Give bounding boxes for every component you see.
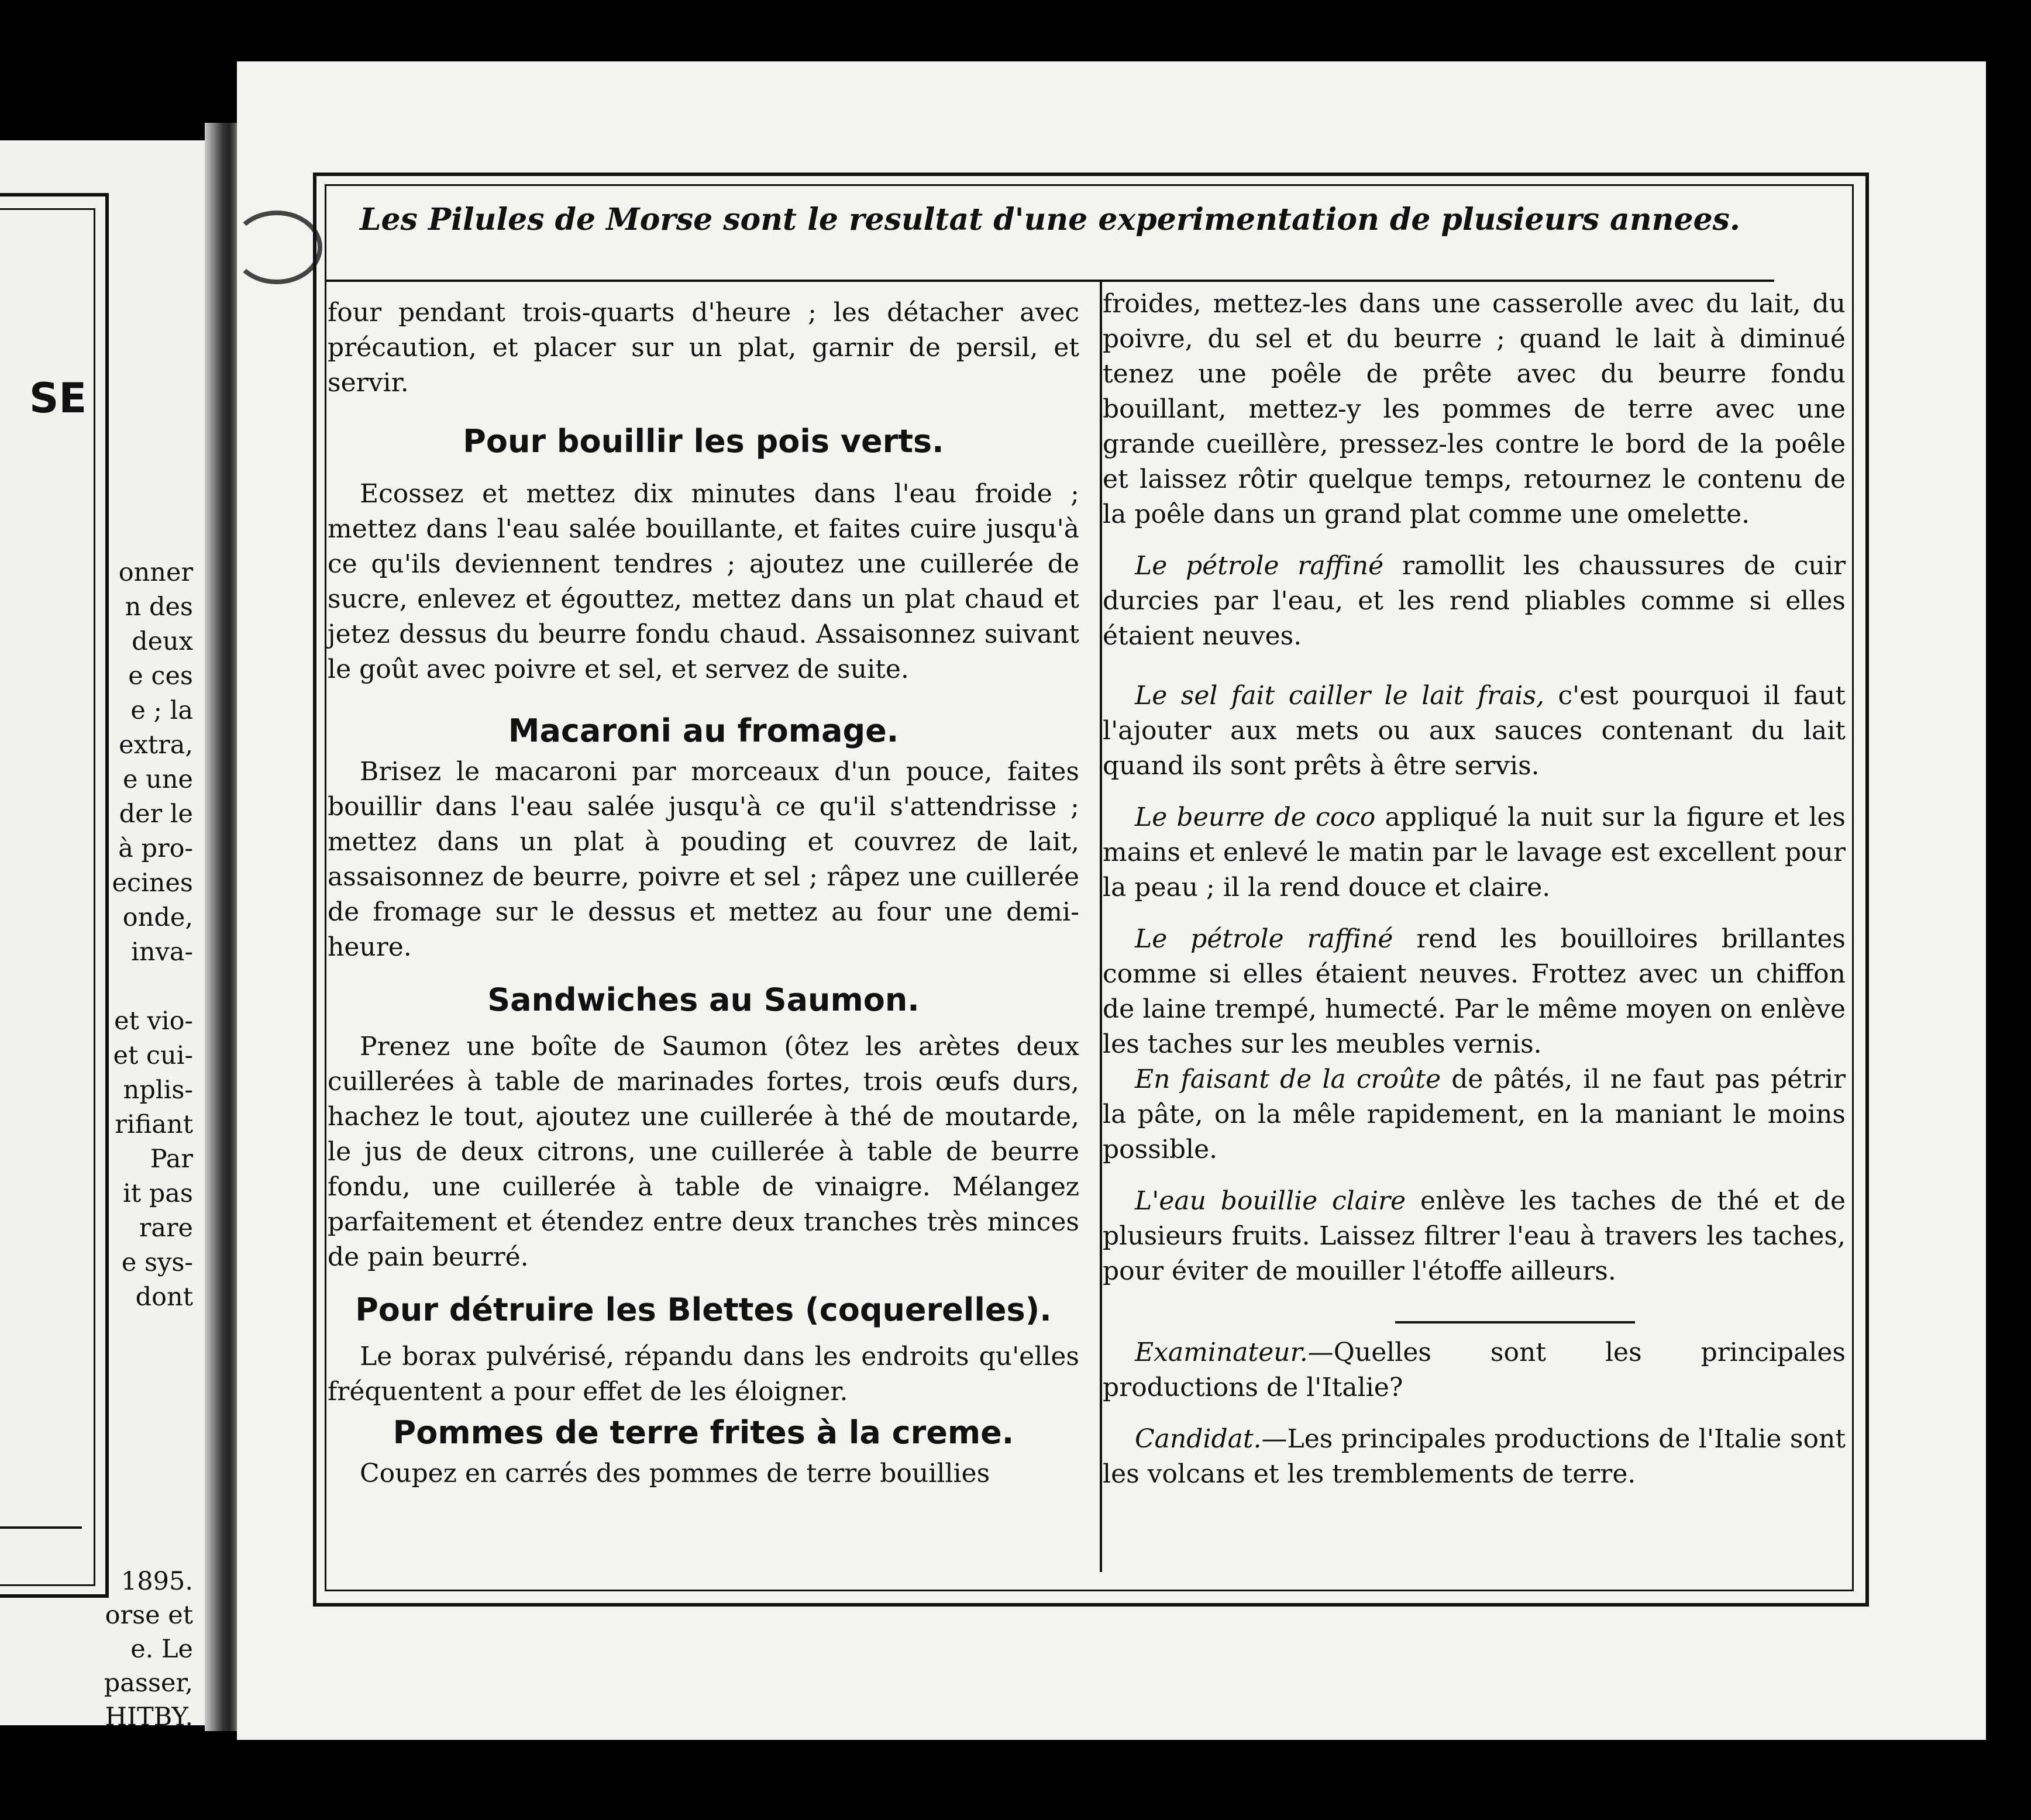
intro-paragraph: four pendant trois-quarts d'heure ; les détacher avec précaution, et placer sur un plat, garnir de persil, et servir. bbox=[328, 298, 1079, 398]
left-footer-line: e. Le bbox=[130, 1635, 193, 1664]
tip-lead: L'eau bouillie claire bbox=[1135, 1186, 1406, 1216]
left-line: et vio- bbox=[114, 1006, 193, 1036]
left-line: extra, bbox=[119, 730, 193, 760]
left-line: à pro- bbox=[118, 834, 193, 863]
tip-lead: Le pétrole raffiné bbox=[1135, 924, 1393, 954]
tip-lead: Le sel fait cailler le lait frais, bbox=[1135, 681, 1544, 711]
left-line: e sys- bbox=[121, 1248, 193, 1277]
left-footer-line: HITBY. bbox=[105, 1702, 193, 1732]
tip-text: ramollit les chaussures de cuir durcies par l'eau, et les rend pliables comme si elles étaient neuves. bbox=[1103, 551, 1846, 651]
recipe-title-blettes: Pour détruire les Blettes (coquerelles). bbox=[355, 1291, 1052, 1328]
tip-text: enlève les taches de thé et de plusieurs fruits. Laissez filtrer l'eau à travers les taches, pour éviter de mouiller l'étoffe ailleurs. bbox=[1103, 1186, 1846, 1286]
left-line: it pas bbox=[123, 1179, 193, 1208]
dialogue-text: —Quelles sont les principales productions de l'Italie? bbox=[1103, 1338, 1846, 1402]
recipe-title-sandwiches: Sandwiches au Saumon. bbox=[487, 981, 920, 1018]
left-line: dont bbox=[135, 1283, 193, 1312]
left-page-title: SE bbox=[29, 374, 87, 422]
recipe-title-pommes: Pommes de terre frites à la creme. bbox=[393, 1414, 1014, 1451]
dialogue-speaker: Candidat. bbox=[1135, 1424, 1262, 1454]
left-column bbox=[328, 295, 1079, 1491]
left-line: onner bbox=[118, 558, 193, 587]
tip-lead: Le pétrole raffiné bbox=[1135, 551, 1384, 581]
recipe-title-macaroni: Macaroni au fromage. bbox=[508, 712, 899, 749]
left-page-footer bbox=[76, 1564, 193, 1734]
left-footer-line: orse et bbox=[105, 1601, 193, 1630]
tip-lead: Le beurre de coco bbox=[1135, 802, 1376, 832]
continued-paragraph: froides, mettez-les dans une casserolle avec du lait, du poivre, du sel et du beurre ; quand le lait à diminué tenez une poêle de prête avec du beurre fondu bouillant, mettez-y les pommes de terre avec une grande cueillère, pressez-les contre le bord de la poêle et laissez rôtir quelque temps, retournez le contenu de la poêle dans un grand plat comme une omelette. bbox=[1103, 289, 1846, 529]
binding-string bbox=[231, 211, 322, 284]
left-page bbox=[0, 140, 205, 1732]
dialogue-question bbox=[1103, 1335, 1846, 1405]
left-page-text bbox=[76, 556, 193, 1315]
left-line: onde, bbox=[122, 903, 193, 932]
left-line: ecines bbox=[112, 868, 193, 898]
left-line: nplis- bbox=[123, 1076, 193, 1105]
tip-text: rend les bouilloires brillantes comme si elles étaient neuves. Frottez avec un chiffon de laine trempé, humecté. Par le même moyen on enlève les taches sur les meubles vernis. bbox=[1103, 924, 1846, 1059]
column-divider bbox=[1100, 280, 1102, 1572]
tip-text: c'est pourquoi il faut l'ajouter aux mets ou aux sauces contenant du lait quand ils sont prêts à être servis. bbox=[1103, 681, 1846, 781]
recipe-text-blettes: Le borax pulvérisé, répandu dans les endroits qu'elles fréquentent a pour effet de les éloigner. bbox=[328, 1342, 1079, 1407]
left-line: e ces bbox=[128, 661, 193, 691]
left-page-rule bbox=[0, 1526, 82, 1529]
left-line: e une bbox=[123, 765, 193, 794]
tip-lead: En faisant de la croûte bbox=[1135, 1064, 1441, 1094]
left-line: rifiant bbox=[115, 1110, 193, 1139]
left-line: inva- bbox=[131, 937, 193, 967]
header-rule bbox=[325, 280, 1774, 282]
right-column bbox=[1103, 287, 1846, 1492]
tip-paragraph bbox=[1103, 678, 1846, 784]
section-rule bbox=[1395, 1321, 1635, 1323]
left-footer-line: passer, bbox=[104, 1669, 193, 1698]
tip-text: de pâtés, il ne faut pas pétrir la pâte, on la mêle rapidement, en la maniant le moins possible. bbox=[1103, 1064, 1846, 1164]
recipe-text-sandwiches: Prenez une boîte de Saumon (ôtez les arètes deux cuillerées à table de marinades fortes, trois œufs durs, hachez le tout, ajoutez une cuillerée à thé de moutarde, le jus de deux citrons, une cuillerée à table de beurre fondu, une cuillerée à table de vinaigre. Mélangez parfaitement et étendez entre deux tranches très minces de pain beurré. bbox=[328, 1032, 1079, 1272]
tip-paragraph bbox=[1103, 1062, 1846, 1167]
tip-paragraph bbox=[1103, 549, 1846, 654]
recipe-title-peas: Pour bouillir les pois verts. bbox=[463, 423, 944, 460]
tip-paragraph bbox=[1103, 922, 1846, 1062]
left-line: e ; la bbox=[130, 696, 193, 725]
left-line: der le bbox=[119, 799, 193, 829]
left-line: Par bbox=[150, 1145, 193, 1174]
recipe-text-peas: Ecossez et mettez dix minutes dans l'eau froide ; mettez dans l'eau salée bouillante, et faites cuire jusqu'à ce qu'ils deviennent tendres ; ajoutez une cuillerée de sucre, enlevez et égouttez, mettez dans un plat chaud et jetez dessus du beurre fondu chaud. Assaisonnez suivant le goût avec poivre et sel, et servez de suite. bbox=[328, 479, 1079, 684]
page-header: Les Pilules de Morse sont le resultat d'une experimentation de plusieurs annees. bbox=[359, 202, 1741, 237]
left-line: n des bbox=[125, 592, 193, 622]
tip-paragraph bbox=[1103, 1184, 1846, 1289]
left-line: deux bbox=[132, 627, 193, 656]
left-line: et cui- bbox=[113, 1041, 193, 1070]
recipe-text-pommes: Coupez en carrés des pommes de terre bouillies bbox=[360, 1459, 990, 1488]
tip-text: appliqué la nuit sur la figure et les mains et enlevé le matin par le lavage est excellent pour la peau ; il la rend douce et claire. bbox=[1103, 802, 1846, 902]
left-line: rare bbox=[139, 1214, 193, 1243]
dialogue-speaker: Examinateur. bbox=[1135, 1338, 1308, 1367]
left-line bbox=[76, 970, 193, 1004]
tip-paragraph bbox=[1103, 800, 1846, 905]
dialogue-text: —Les principales productions de l'Italie sont les volcans et les tremblements de terre. bbox=[1103, 1424, 1846, 1489]
recipe-text-macaroni: Brisez le macaroni par morceaux d'un pouce, faites bouillir dans l'eau salée jusqu'à ce qu'il s'attendrisse ; mettez dans un plat à pouding et couvrez de lait, assaisonnez de beurre, poivre et sel ; râpez une cuillerée de fromage sur le dessus et mettez au four une demi-heure. bbox=[328, 757, 1079, 962]
left-footer-line: 1895. bbox=[121, 1567, 193, 1596]
dialogue-answer bbox=[1103, 1422, 1846, 1492]
